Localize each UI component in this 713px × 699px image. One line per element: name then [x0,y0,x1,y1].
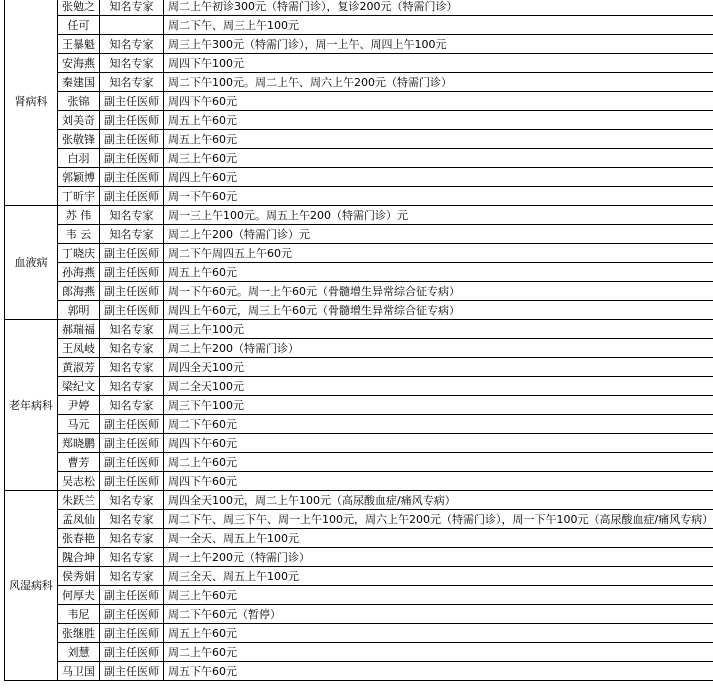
schedule-cell: 周三上午60元 [164,149,713,168]
doctor-title-cell: 知名专家 [100,0,164,16]
schedule-cell: 周五上午60元 [164,624,713,643]
doctor-name-cell: 梁纪文 [58,377,100,396]
table-row [5,111,713,130]
doctor-name-cell: 郝瑞福 [58,320,100,339]
schedule-cell: 周一下午60元。周一上午60元（骨髓增生异常综合征专病） [164,282,713,301]
schedule-cell: 周二上午200（特需门诊） [164,339,713,358]
table-row [5,434,713,453]
schedule-cell: 周一全天、周五上午100元 [164,529,713,548]
schedule-cell: 周四下午60元 [164,472,713,491]
schedule-cell: 周四下午60元 [164,92,713,111]
schedule-cell: 周二下午、周三下午、周一上午100元，周六上午200元（特需门诊），周一下午100元（高尿酸血症/痛风专病） [164,510,713,529]
table-row [5,92,713,111]
table-row [5,282,713,301]
doctor-title-cell: 知名专家 [100,510,164,529]
schedule-cell: 周五上午60元 [164,263,713,282]
doctor-title-cell [100,16,164,35]
table-row [5,339,713,358]
table-row [5,149,713,168]
doctor-name-cell: 张继胜 [58,624,100,643]
doctor-name-cell: 丁昕宇 [58,187,100,206]
schedule-cell: 周四全天100元，周二上午100元（高尿酸血症/痛风专病） [164,491,713,510]
table-row [5,301,713,320]
schedule-table [4,0,713,681]
table-row [5,263,713,282]
doctor-name-cell: 安海燕 [58,54,100,73]
doctor-name-cell: 吴志松 [58,472,100,491]
doctor-title-cell: 知名专家 [100,529,164,548]
table-row [5,244,713,263]
doctor-title-cell: 知名专家 [100,320,164,339]
doctor-title-cell: 副主任医师 [100,662,164,681]
table-row [5,396,713,415]
table-row [5,320,713,339]
doctor-title-cell: 知名专家 [100,54,164,73]
doctor-name-cell: 朱跃兰 [58,491,100,510]
doctor-name-cell: 王暴魁 [58,35,100,54]
doctor-title-cell: 副主任医师 [100,605,164,624]
doctor-title-cell: 副主任医师 [100,472,164,491]
schedule-cell: 周三上午300元（特需门诊），周一上午、周四上午100元 [164,35,713,54]
doctor-title-cell: 副主任医师 [100,301,164,320]
schedule-cell: 周二下午100元。周二上午、周六上午200元（特需门诊） [164,73,713,92]
department-cell: 血液病 [5,206,58,320]
doctor-title-cell: 副主任医师 [100,244,164,263]
schedule-cell: 周三全天、周五上午100元 [164,567,713,586]
schedule-cell: 周四上午60元，周三上午60元（骨髓增生异常综合征专病） [164,301,713,320]
doctor-name-cell: 张敬锋 [58,130,100,149]
schedule-cell: 周三上午60元 [164,586,713,605]
table-row [5,548,713,567]
doctor-name-cell: 苏 伟 [58,206,100,225]
schedule-cell: 周五上午60元 [164,111,713,130]
schedule-cell: 周一三上午100元。周五上午200（特需门诊）元 [164,206,713,225]
doctor-name-cell: 黄淑芳 [58,358,100,377]
table-row [5,643,713,662]
doctor-title-cell: 副主任医师 [100,434,164,453]
table-row [5,624,713,643]
table-row [5,358,713,377]
doctor-title-cell: 副主任医师 [100,624,164,643]
doctor-name-cell: 郑晓鹏 [58,434,100,453]
doctor-title-cell: 副主任医师 [100,168,164,187]
schedule-cell: 周二下午、周三上午100元 [164,16,713,35]
table-row [5,187,713,206]
table-row [5,206,713,225]
table-row [5,529,713,548]
doctor-title-cell: 知名专家 [100,73,164,92]
table-row [5,491,713,510]
table-row [5,377,713,396]
doctor-title-cell: 知名专家 [100,35,164,54]
doctor-title-cell: 知名专家 [100,491,164,510]
doctor-name-cell: 郭明 [58,301,100,320]
table-row [5,415,713,434]
doctor-name-cell: 丁晓庆 [58,244,100,263]
schedule-cell: 周五上午60元 [164,130,713,149]
doctor-title-cell: 副主任医师 [100,263,164,282]
schedule-cell: 周二全天100元 [164,377,713,396]
doctor-title-cell: 知名专家 [100,225,164,244]
schedule-cell: 周一下午60元 [164,187,713,206]
table-row [5,168,713,187]
doctor-title-cell: 知名专家 [100,396,164,415]
schedule-cell: 周五下午60元 [164,662,713,681]
doctor-name-cell: 曹芳 [58,453,100,472]
table-row [5,453,713,472]
table-row [5,73,713,92]
table-row [5,16,713,35]
doctor-name-cell: 郭颖博 [58,168,100,187]
doctor-name-cell: 任可 [58,16,100,35]
doctor-name-cell: 刘慧 [58,643,100,662]
doctor-title-cell: 副主任医师 [100,111,164,130]
doctor-name-cell: 张锦 [58,92,100,111]
doctor-name-cell: 刘美奇 [58,111,100,130]
doctor-name-cell: 秦建国 [58,73,100,92]
doctor-title-cell: 副主任医师 [100,149,164,168]
table-row [5,35,713,54]
doctor-name-cell: 尹婷 [58,396,100,415]
schedule-cell: 周二上午200（特需门诊）元 [164,225,713,244]
doctor-title-cell: 知名专家 [100,377,164,396]
doctor-title-cell: 知名专家 [100,206,164,225]
schedule-cell: 周二上午初诊300元（特需门诊），复诊200元（特需门诊） [164,0,713,16]
doctor-title-cell: 副主任医师 [100,187,164,206]
doctor-name-cell: 韦尼 [58,605,100,624]
doctor-title-cell: 副主任医师 [100,130,164,149]
schedule-cell: 周四上午60元 [164,168,713,187]
doctor-title-cell: 副主任医师 [100,586,164,605]
schedule-cell: 周三上午100元 [164,320,713,339]
schedule-cell: 周二上午60元 [164,643,713,662]
table-row [5,54,713,73]
doctor-name-cell: 王凤岐 [58,339,100,358]
doctor-name-cell: 何厚夫 [58,586,100,605]
doctor-name-cell: 郎海燕 [58,282,100,301]
schedule-cell: 周三下午100元 [164,396,713,415]
schedule-cell: 周二下午60元（暂停） [164,605,713,624]
doctor-title-cell: 副主任医师 [100,453,164,472]
schedule-cell: 周二下午周四五上午60元 [164,244,713,263]
schedule-table-body [5,0,713,681]
department-cell: 风湿病科 [5,491,58,681]
table-row [5,510,713,529]
doctor-name-cell: 侯秀娟 [58,567,100,586]
doctor-name-cell: 孟凤仙 [58,510,100,529]
doctor-title-cell: 知名专家 [100,358,164,377]
doctor-title-cell: 副主任医师 [100,415,164,434]
department-cell: 肾病科 [5,0,58,206]
schedule-cell: 周四下午60元 [164,434,713,453]
doctor-title-cell: 副主任医师 [100,92,164,111]
department-cell: 老年病科 [5,320,58,491]
table-row [5,472,713,491]
doctor-name-cell: 白羽 [58,149,100,168]
table-row [5,586,713,605]
table-row [5,130,713,149]
doctor-name-cell: 马元 [58,415,100,434]
table-row [5,567,713,586]
doctor-name-cell: 隗合坤 [58,548,100,567]
schedule-cell: 周四全天100元 [164,358,713,377]
table-row [5,605,713,624]
doctor-name-cell: 孙海燕 [58,263,100,282]
schedule-cell: 周二下午60元 [164,415,713,434]
doctor-name-cell: 张勉之 [58,0,100,16]
table-row [5,225,713,244]
schedule-cell: 周四下午100元 [164,54,713,73]
doctor-title-cell: 副主任医师 [100,282,164,301]
schedule-cell: 周二上午60元 [164,453,713,472]
doctor-name-cell: 韦 云 [58,225,100,244]
doctor-name-cell: 张春艳 [58,529,100,548]
doctor-name-cell: 马卫国 [58,662,100,681]
table-row [5,662,713,681]
doctor-title-cell: 知名专家 [100,339,164,358]
doctor-title-cell: 副主任医师 [100,643,164,662]
schedule-cell: 周一上午200元（特需门诊） [164,548,713,567]
doctor-title-cell: 知名专家 [100,548,164,567]
table-row [5,0,713,16]
doctor-title-cell: 知名专家 [100,567,164,586]
